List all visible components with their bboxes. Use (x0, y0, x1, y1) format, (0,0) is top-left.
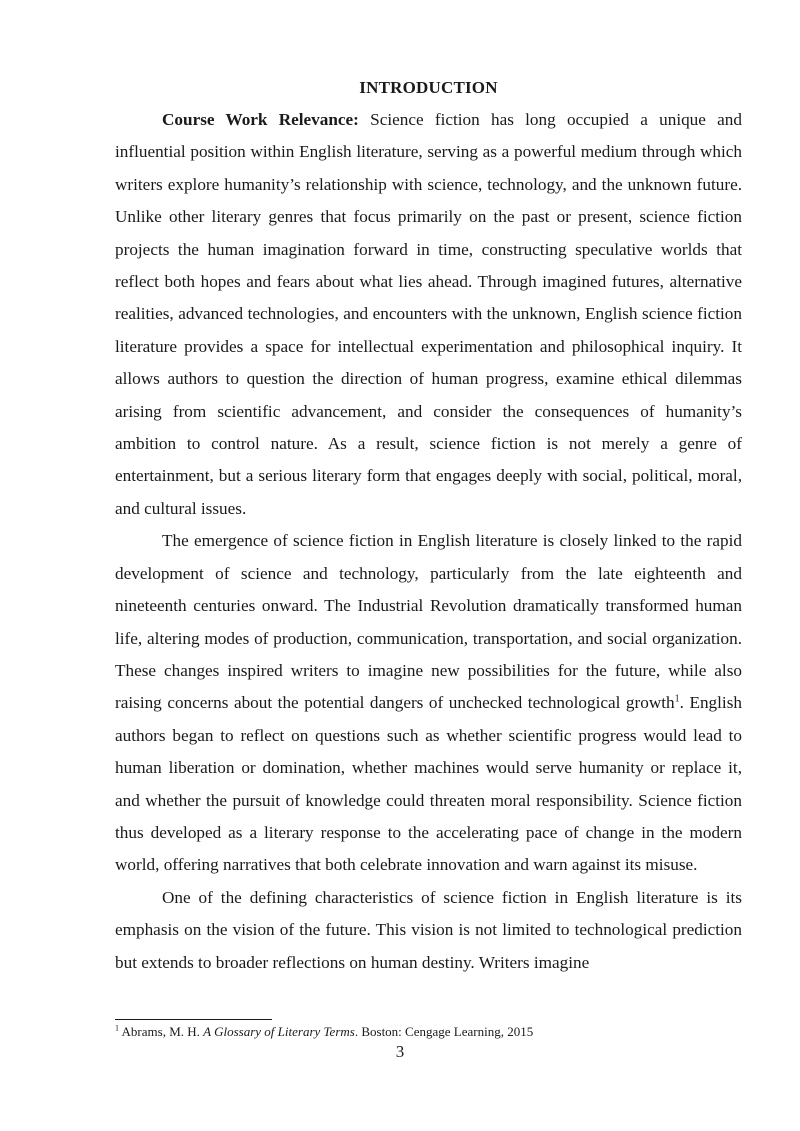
paragraph-defining-characteristics (115, 882, 742, 979)
paragraph-text-after-note: . English authors began to reflect on questions such as whether scientific progress would lead to human liberation or domination, whether machines would serve humanity or replace it, and whether the pursuit of knowledge could threaten moral responsibility. Science fiction thus developed as a literary response to the accelerating pace of change in the modern world, offering narratives that both celebrate innovation and warn against its misuse. (115, 693, 742, 875)
footnote-reference[interactable]: 1 (674, 693, 680, 705)
footnote-publication: . Boston: Cengage Learning, 2015 (354, 1024, 534, 1039)
footnote-divider (115, 1019, 272, 1020)
paragraph-text: One of the defining characteristics of science fiction in English literature is its emphasis on the vision of the future. This vision is not limited to technological prediction but extends to broader reflections on human destiny. Writers imagine (115, 887, 742, 972)
paragraph-course-work-relevance (115, 104, 742, 525)
footnote-marker: 1 (115, 1023, 119, 1033)
section-heading: INTRODUCTION (359, 78, 498, 97)
footnote-author: Abrams, M. H. (119, 1024, 200, 1039)
paragraph-lead: Course Work Relevance: (162, 110, 359, 129)
footnote-title: A Glossary of Literary Terms (203, 1024, 355, 1039)
footnote (115, 1024, 742, 1040)
paragraph-text: Science fiction has long occupied a unique and influential position within English literature, serving as a powerful medium through which writers explore humanity’s relationship with science, technology, and the unknown future. Unlike other literary genres that focus primarily on the past or present, science fiction projects the human imagination forward in time, constructing speculative worlds that reflect both hopes and fears about what lies ahead. Through imagined futures, alternative realities, advanced technologies, and encounters with the unknown, English science fiction literature provides a space for intellectual experimentation and philosophical inquiry. It allows authors to question the direction of human progress, examine ethical dilemmas arising from scientific advancement, and consider the consequences of humanity’s ambition to control nature. As a result, science fiction is not merely a genre of entertainment, but a serious literary form that engages deeply with social, political, moral, and cultural issues. (115, 110, 742, 518)
page-number: 3 (395, 1042, 405, 1061)
paragraph-text-before-note: The emergence of science fiction in English literature is closely linked to the rapid development of science and technology, particularly from the late eighteenth and nineteenth centuries onward. The Industrial Revolution dramatically transformed human life, altering modes of production, communication, transportation, and social organization. These changes inspired writers to imagine new possibilities for the future, while also raising concerns about the potential dangers of unchecked technological growth (115, 531, 742, 713)
document-page (115, 76, 742, 979)
paragraph-emergence (115, 525, 742, 881)
